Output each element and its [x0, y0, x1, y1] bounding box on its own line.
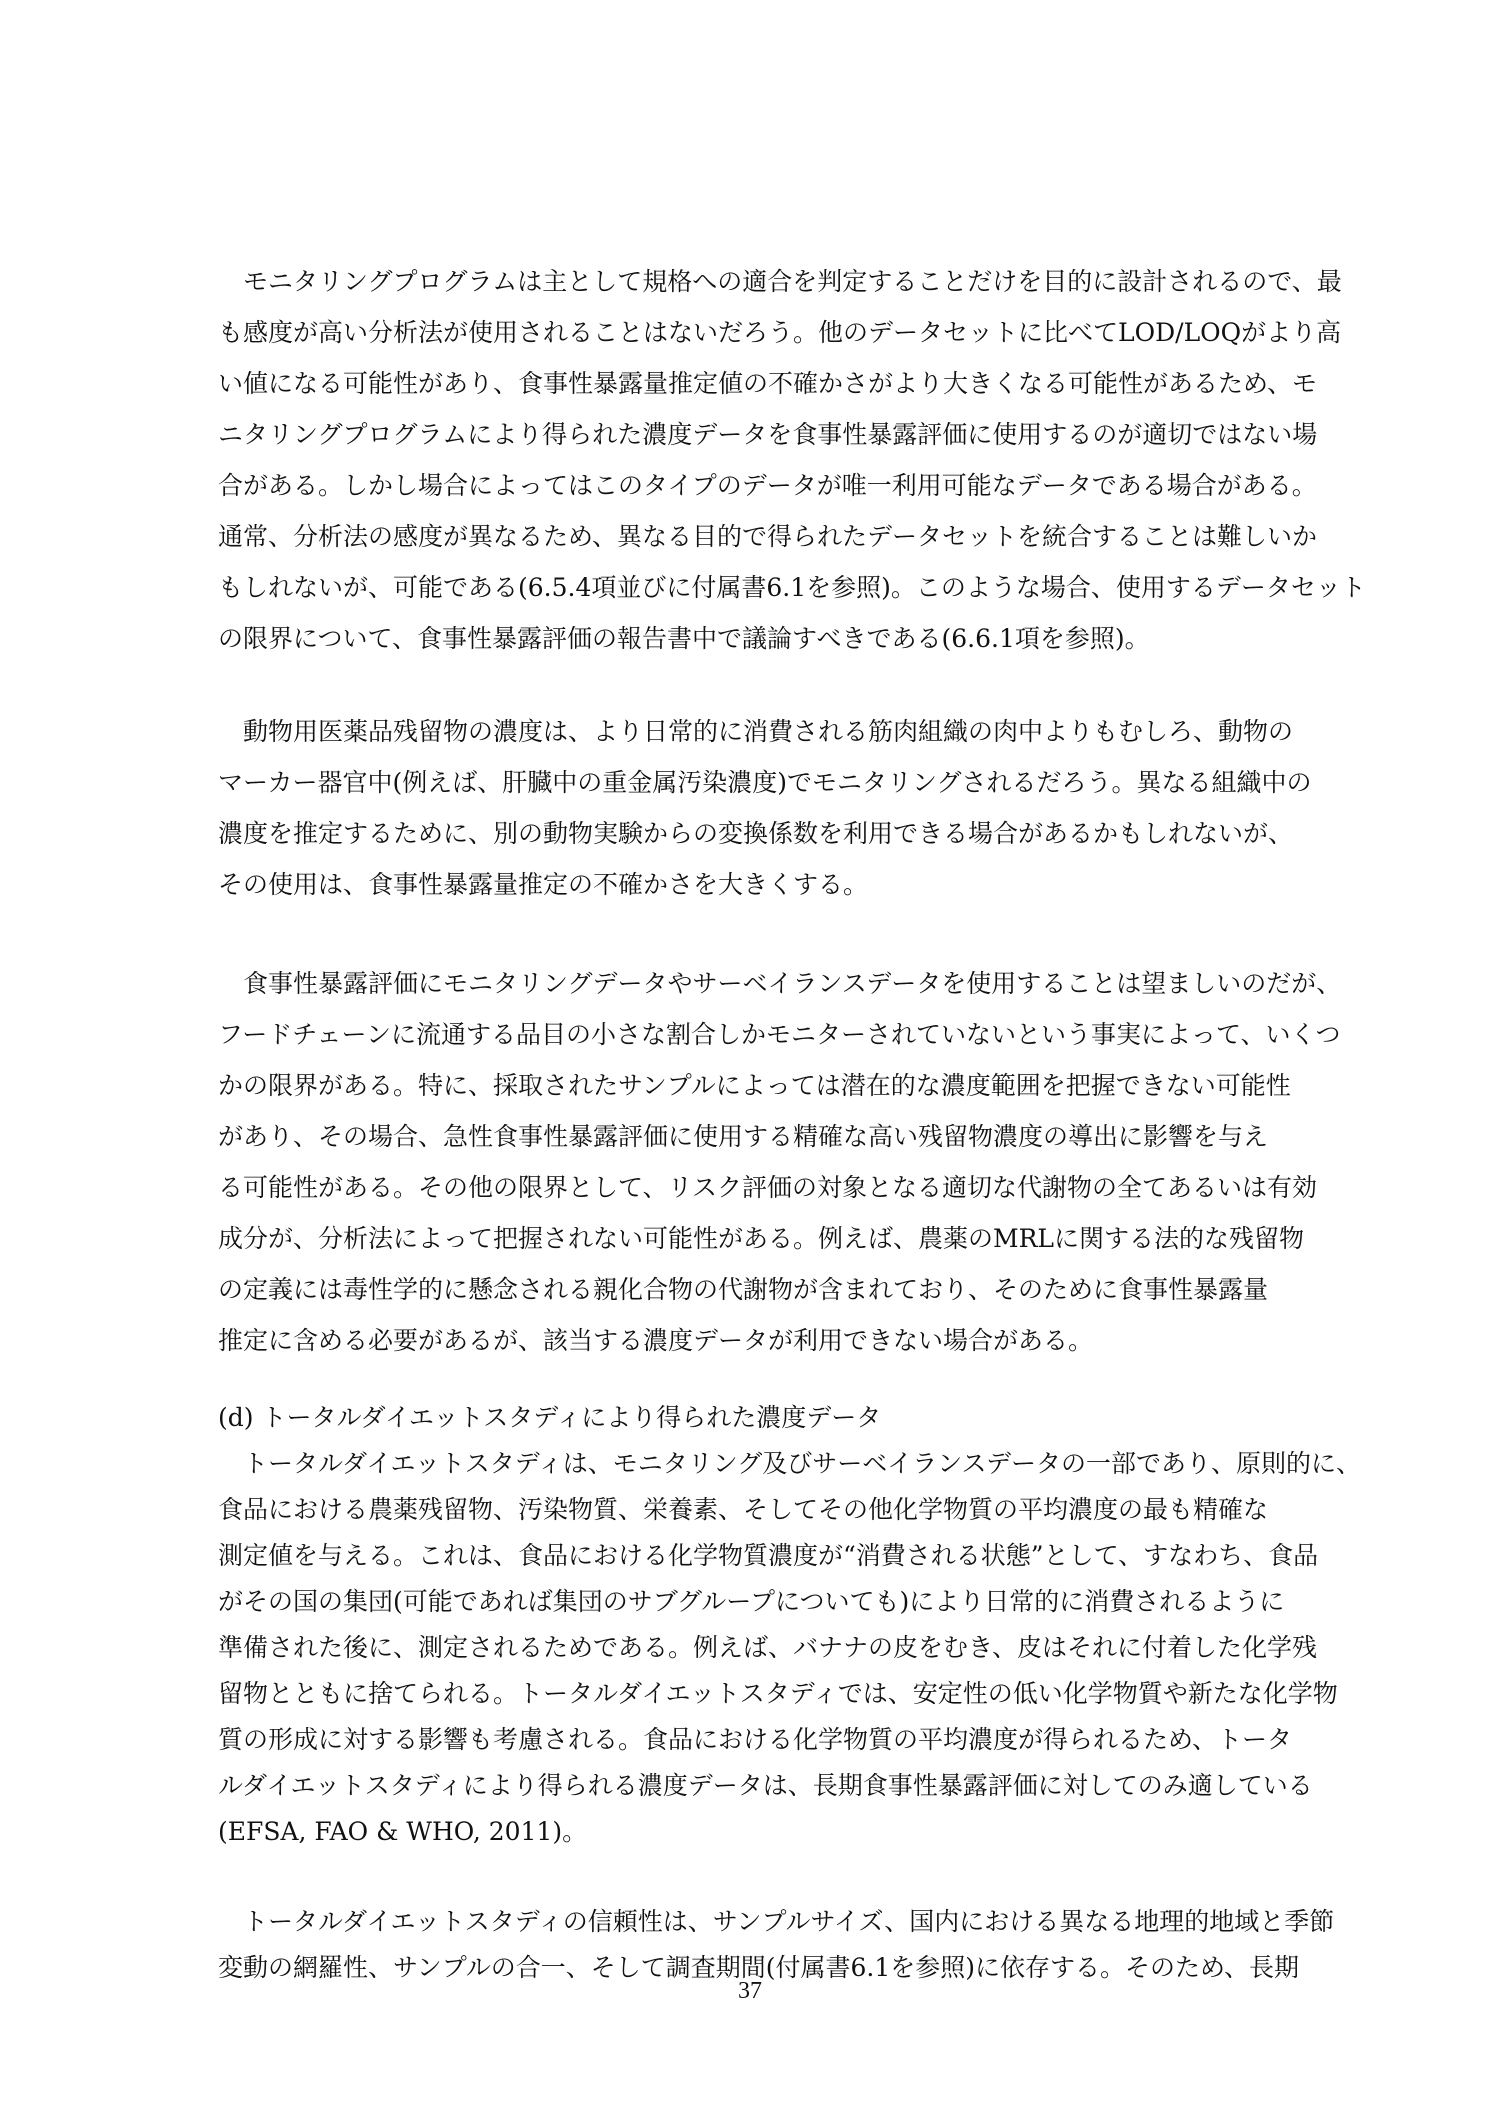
text-line: 動物用医薬品残留物の濃度は、より日常的に消費される筋肉組織の肉中よりもむしろ、動物の: [218, 717, 1294, 746]
text-line: 成分が、分析法によって把握されない可能性がある。例えば、農薬のMRLに関する法的な残留物: [218, 1224, 1305, 1253]
section-heading: (d) トータルダイエットスタディにより得られた濃度データ: [218, 1403, 882, 1432]
text-line: 推定に含める必要があるが、該当する濃度データが利用できない場合がある。: [218, 1326, 1094, 1355]
page-number: 37: [738, 1978, 762, 2004]
text-line: 濃度を推定するために、別の動物実験からの変換係数を利用できる場合があるかもしれないが、: [218, 819, 1294, 848]
text-line: る可能性がある。その他の限界として、リスク評価の対象となる適切な代謝物の全てあるいは有効: [218, 1173, 1318, 1202]
text-line: もしれないが、可能である(6.5.4項並びに付属書6.1を参照)。このような場合、使用するデータセット: [218, 573, 1366, 602]
text-line: トータルダイエットスタディは、モニタリング及びサーベイランスデータの一部であり、原則的に、: [218, 1449, 1362, 1478]
text-line: 質の形成に対する影響も考慮される。食品における化学物質の平均濃度が得られるため、トータ: [218, 1725, 1293, 1754]
text-line: 食事性暴露評価にモニタリングデータやサーベイランスデータを使用することは望ましいのだが、: [218, 969, 1342, 998]
text-line: ルダイエットスタディにより得られる濃度データは、長期食事性暴露評価に対してのみ適している: [218, 1771, 1313, 1800]
text-line: い値になる可能性があり、食事性暴露量推定値の不確かさがより大きくなる可能性があるため、モ: [218, 369, 1318, 398]
text-line: の定義には毒性学的に懸念される親化合物の代謝物が含まれており、そのために食事性暴露量: [218, 1275, 1269, 1304]
text-line: フードチェーンに流通する品目の小さな割合しかモニターされていないという事実によって、いくつ: [218, 1020, 1341, 1049]
text-line: かの限界がある。特に、採取されたサンプルによっては潜在的な濃度範囲を把握できない可能性: [218, 1071, 1291, 1100]
text-line: トータルダイエットスタディの信頼性は、サンプルサイズ、国内における異なる地理的地域と季節: [218, 1907, 1335, 1936]
text-line: 測定値を与える。これは、食品における化学物質濃度が“消費される状態”として、すなわち、食品: [218, 1541, 1319, 1570]
text-line: 留物とともに捨てられる。トータルダイエットスタディでは、安定性の低い化学物質や新たな化学物: [218, 1679, 1338, 1708]
text-line: ニタリングプログラムにより得られた濃度データを食事性暴露評価に使用するのが適切ではない場: [218, 420, 1318, 449]
text-line: モニタリングプログラムは主として規格への適合を判定することだけを目的に設計されるので、最: [218, 267, 1342, 296]
text-line: (EFSA, FAO & WHO, 2011)。: [218, 1817, 588, 1846]
text-line: 通常、分析法の感度が異なるため、異なる目的で得られたデータセットを統合することは難しいか: [218, 522, 1318, 551]
text-line: 変動の網羅性、サンプルの合一、そして調査期間(付属書6.1を参照)に依存する。そのため、長期: [218, 1953, 1300, 1982]
text-line: 合がある。しかし場合によってはこのタイプのデータが唯一利用可能なデータである場合がある。: [218, 471, 1317, 500]
text-line: があり、その場合、急性食事性暴露評価に使用する精確な高い残留物濃度の導出に影響を与え: [218, 1122, 1269, 1151]
text-line: も感度が高い分析法が使用されることはないだろう。他のデータセットに比べてLOD/LOQがより高: [218, 318, 1342, 347]
text-line: がその国の集団(可能であれば集団のサブグループについても)により日常的に消費されるように: [218, 1587, 1285, 1616]
text-line: の限界について、食事性暴露評価の報告書中で議論すべきである(6.6.1項を参照)。: [218, 624, 1150, 653]
text-line: 準備された後に、測定されるためである。例えば、バナナの皮をむき、皮はそれに付着した化学残: [218, 1633, 1318, 1662]
text-line: その使用は、食事性暴露量推定の不確かさを大きくする。: [218, 870, 869, 899]
text-line: 食品における農薬残留物、汚染物質、栄養素、そしてその他化学物質の平均濃度の最も精確な: [218, 1495, 1269, 1524]
text-line: マーカー器官中(例えば、肝臓中の重金属汚染濃度)でモニタリングされるだろう。異なる組織中の: [218, 768, 1312, 797]
